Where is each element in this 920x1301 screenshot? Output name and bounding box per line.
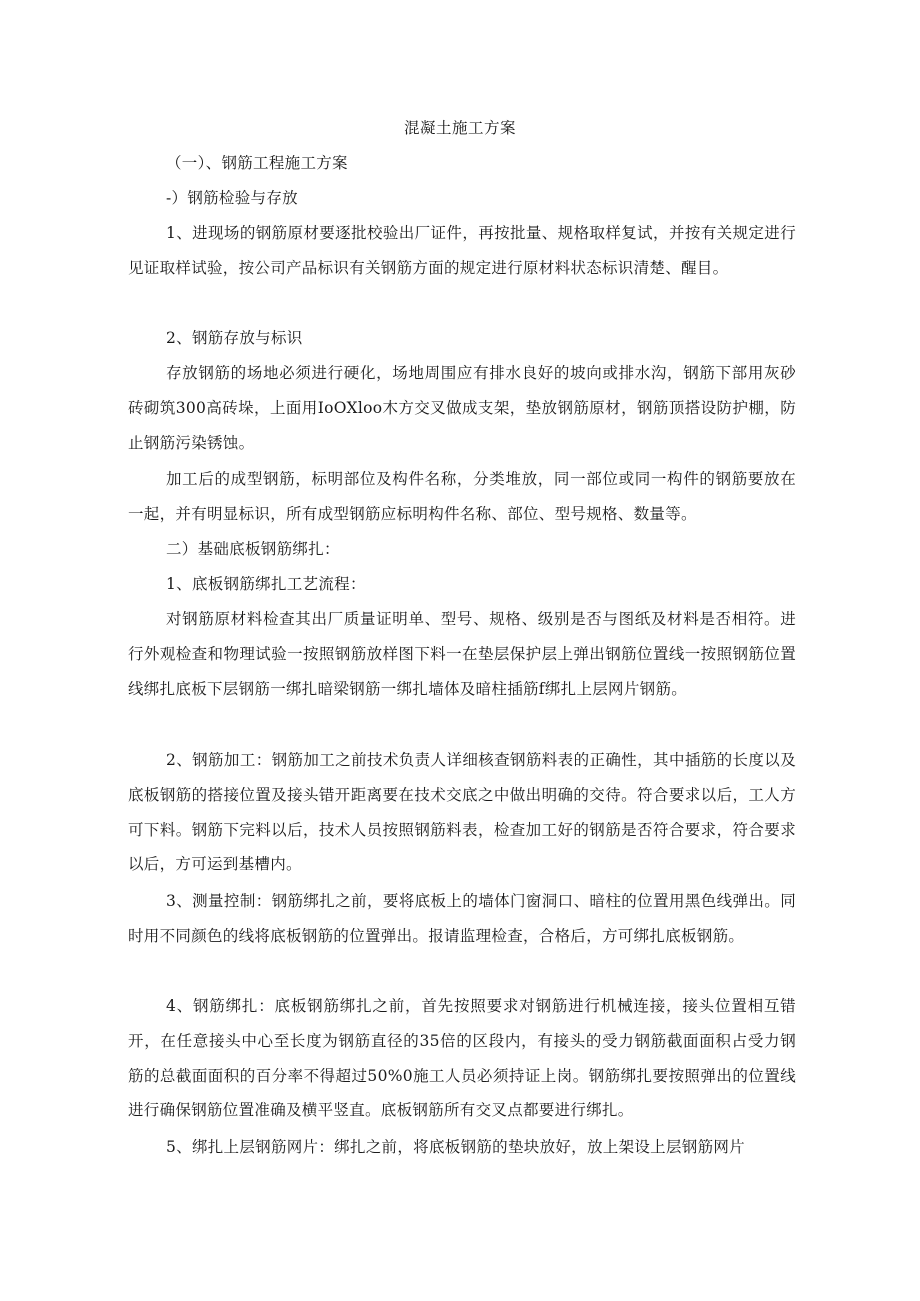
paragraph-process-flow: 对钢筋原材料检查其出厂质量证明单、型号、规格、级别是否与图纸及材料是否相符。进行外观检查和物理试验一按照钢筋放样图下料一在垫层保护层上弹出钢筋位置线一按照钢筋位置线绑扎底板下层钢筋一绑扎暗梁钢筋一绑扎墙体及暗柱插筋f绑扎上层网片钢筋。 bbox=[128, 610, 796, 698]
paragraph-measurement-control: 3、测量控制：钢筋绑扎之前，要将底板上的墙体门窗洞口、暗柱的位置用黑色线弹出。同时用不同颜色的线将底板钢筋的位置弹出。报请监理检查，合格后，方可绑扎底板钢筋。 bbox=[128, 892, 796, 945]
paragraph-rebar-binding: 4、钢筋绑扎：底板钢筋绑扎之前，首先按照要求对钢筋进行机械连接，接头位置相互错开，在任意接头中心至长度为钢筋直径的35倍的区段内，有接头的受力钢筋截面面积占受力钢筋的总截面面积的百分率不得超过50%0施工人员必须持证上岗。钢筋绑扎要按照弹出的位置线进行确保钢筋位置准确及横平竖直。底板钢筋所有交叉点都要进行绑扎。 bbox=[128, 997, 796, 1120]
paragraph-processed-rebar: 加工后的成型钢筋，标明部位及构件名称，分类堆放，同一部位或同一构件的钢筋要放在一起，并有明显标识，所有成型钢筋应标明构件名称、部位、型号规格、数量等。 bbox=[128, 470, 796, 523]
paragraph-inspection: 1、进现场的钢筋原材要逐批校验出厂证件，再按批量、规格取样复试，并按有关规定进行见证取样试验，按公司产品标识有关钢筋方面的规定进行原材料状态标识清楚、醒目。 bbox=[128, 224, 796, 277]
document-title: 混凝土施工方案 bbox=[403, 119, 516, 137]
paragraph-storage: 存放钢筋的场地必须进行硬化，场地周围应有排水良好的坡向或排水沟，钢筋下部用灰砂砖砌筑300高砖垛，上面用IoOXloo木方交叉做成支架，垫放钢筋原材，钢筋顶搭设防护棚，防止钢筋污染锈蚀。 bbox=[128, 364, 796, 452]
subsection-heading-process-flow: 1、底板钢筋绑扎工艺流程： bbox=[166, 575, 366, 593]
paragraph-rebar-processing: 2、钢筋加工：钢筋加工之前技术负责人详细核查钢筋料表的正确性，其中插筋的长度以及底板钢筋的搭接位置及接头错开距离要在技术交底之中做出明确的交待。符合要求以后，工人方可下料。钢筋下完料以后，技术人员按照钢筋料表，检查加工好的钢筋是否符合要求，符合要求以后，方可运到基槽内。 bbox=[128, 751, 796, 874]
section-heading-rebar-plan: （一）、钢筋工程施工方案 bbox=[166, 154, 348, 172]
section-heading-foundation-slab: 二）基础底板钢筋绑扎： bbox=[166, 540, 340, 558]
subsection-heading-storage-marking: 2、钢筋存放与标识 bbox=[166, 329, 303, 347]
subsection-heading-inspection-storage: -）钢筋检验与存放 bbox=[166, 189, 298, 207]
paragraph-upper-mesh: 5、绑扎上层钢筋网片：绑扎之前，将底板钢筋的垫块放好，放上架设上层钢筋网片 bbox=[166, 1138, 745, 1156]
